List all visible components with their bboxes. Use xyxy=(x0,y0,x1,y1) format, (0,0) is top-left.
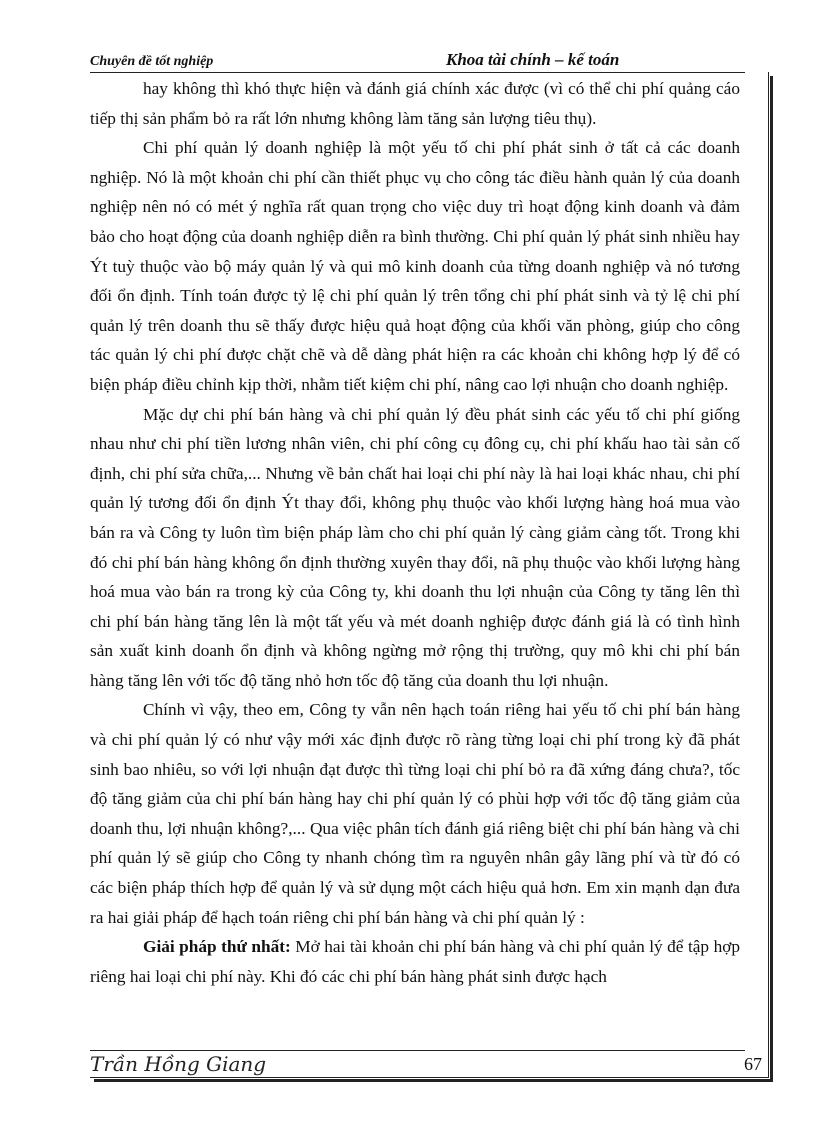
page-header xyxy=(90,50,745,74)
paragraph: Chi phí quản lý doanh nghiệp là một yếu tố chi phí phát sinh ở tất cả các doanh nghiệp. Nó là một khoản chi phí cần thiết phục vụ cho công tác điều hành quản lý của doanh nghiệp nên nó có mét ý nghĩa rất quan trọng cho việc duy trì hoạt động kinh doanh và đảm bảo cho hoạt động của doanh nghiệp diễn ra bình thường. Chi phí quản lý phát sinh nhiều hay Ýt tuỳ thuộc vào bộ máy quản lý và qui mô kinh doanh của từng doanh nghiệp và nó tương đối ổn định. Tính toán được tỷ lệ chi phí quản lý trên tổng chi phí phát sinh và tỷ lệ chi phí quản lý trên doanh thu sẽ thấy được hiệu quả hoạt động của khối văn phòng, giúp cho công tác quản lý chi phí được chặt chẽ và dễ dàng phát hiện ra các khoản chi không hợp lý để có biện pháp điều chỉnh kịp thời, nhằm tiết kiệm chi phí, nâng cao lợi nhuận cho doanh nghiệp. xyxy=(90,138,740,394)
paragraph: Mặc dự chi phí bán hàng và chi phí quản lý đều phát sinh các yếu tố chi phí giống nhau như chi phí tiền lương nhân viên, chi phí công cụ đông cụ, chi phí khấu hao tài sản cố định, chi phí sửa chữa,... Nhưng về bản chất hai loại chi phí này là hai loại khác nhau, chi phí quản lý tương đối ổn định Ýt thay đổi, không phụ thuộc vào khối lượng hàng hoá mua vào bán ra và Công ty luôn tìm biện pháp làm cho chi phí quản lý càng giảm càng tốt. Trong khi đó chi phí bán hàng không ổn định thường xuyên thay đổi, nã phụ thuộc vào khối lượng hàng hoá mua vào bán ra trong kỳ của Công ty, khi doanh thu lợi nhuận của Công ty tăng lên thì chi phí bán hàng tăng lên là một tất yếu và mét doanh nghiệp được đánh giá là có tình hình sản xuất kinh doanh ổn định và không ngừng mở rộng thị trường, quy mô khi chi phí bán hàng tăng lên với tốc độ tăng nhỏ hơn tốc độ tăng của doanh thu lợi nhuận. xyxy=(90,404,740,690)
frame-right-border xyxy=(768,72,769,1077)
footer-author: Trần Hồng Giang xyxy=(90,1052,267,1076)
solution-text: Mở hai tài khoản chi phí bán hàng và chi phí quản lý để tập hợp riêng hai loại chi phí này. Khi đó các chi phí bán hàng phát sinh được hạch xyxy=(90,937,740,986)
page-footer xyxy=(90,1052,762,1080)
solution-heading: Giải pháp thứ nhất: xyxy=(143,937,291,957)
frame-right-shadow xyxy=(770,76,773,1081)
paragraph: Chính vì vậy, theo em, Công ty vẫn nên hạch toán riêng hai yếu tố chi phí bán hàng và chi phí quản lý có như vậy mới xác định được rõ ràng từng loại chi phí trong kỳ đã phát sinh bao nhiêu, so với lợi nhuận đạt được thì từng loại chi phí bỏ ra đã xứng đáng chưa?, tốc độ tăng giảm của chi phí bán hàng hay chi phí quản lý có phùi hợp với tốc độ tăng giảm của doanh thu, lợi nhuận không?,... Qua việc phân tích đánh giá riêng biệt chi phí bán hàng và chi phí quản lý sẽ giúp cho Công ty nhanh chóng tìm ra nguyên nhân gây lãng phí và từ đó có các biện pháp thích hợp để quản lý và sử dụng một cách hiệu quả hơn. Em xin mạnh dạn đưa ra hai giải pháp để hạch toán riêng chi phí bán hàng và chi phí quản lý : xyxy=(90,700,740,927)
paragraph-solution xyxy=(90,932,740,991)
paragraph: hay không thì khó thực hiện và đánh giá chính xác được (vì có thể chi phí quảng cáo tiếp thị sản phẩm bỏ ra rất lớn nhưng không làm tăng sản lượng tiêu thụ). xyxy=(90,79,740,128)
footer-rule xyxy=(90,1050,745,1051)
header-left-title: Chuyên đề tốt nghiệp xyxy=(90,54,214,69)
document-body xyxy=(90,74,740,991)
header-right-title: Khoa tài chính – kế toán xyxy=(446,50,620,69)
page-number: 67 xyxy=(744,1054,762,1074)
